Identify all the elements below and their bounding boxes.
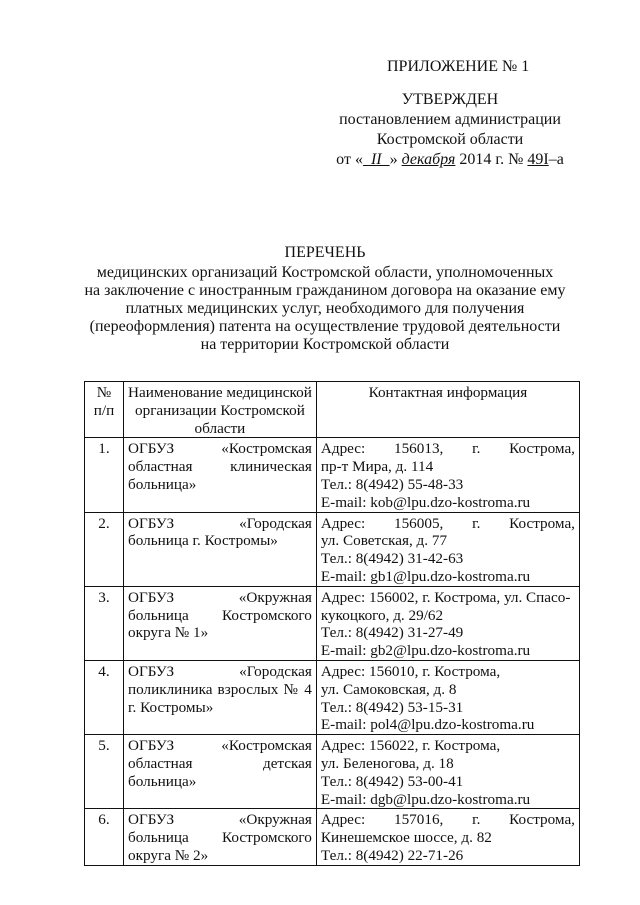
decree-number: 49I [527, 151, 549, 168]
header-contact: Контактная информация [316, 382, 579, 438]
address-line-1: Адрес: 156005, г. Кострома, [320, 514, 575, 532]
header-organization-line-1: Наименование медицинской [128, 384, 312, 401]
table-row [85, 586, 580, 660]
row-number: 4. [85, 660, 124, 734]
phone: Тел.: 8(4942) 22-71-26 [320, 846, 464, 864]
title-line-1: медицинских организаций Костромской области, уполномоченных [96, 264, 554, 281]
approved-title: УТВЕРЖДЕН [401, 91, 499, 108]
approval-date-line [325, 150, 575, 170]
phone: Тел.: 8(4942) 31-42-63 [320, 550, 464, 568]
email: E-mail: kob@lpu.dzo-kostroma.ru [320, 493, 531, 511]
address-line-1: Адрес: 156022, г. Кострома, [320, 737, 501, 755]
date-mid: » [389, 151, 402, 168]
title-line-3: платных медицинских услуг, необходимого для получения [125, 300, 525, 317]
organization-name: ОГБУЗ «Окружная больница Костромского округа № 2» [124, 809, 317, 865]
header-organization [124, 382, 317, 438]
contact-info [316, 586, 579, 660]
table-row [85, 660, 580, 734]
organization-name: ОГБУЗ «Костромская областная детская больница» [124, 735, 317, 809]
organization-name: ОГБУЗ «Городская больница г. Костромы» [124, 512, 317, 586]
document-title-block [80, 244, 570, 354]
approved-by-line-2: Костромской области [376, 131, 524, 148]
address-line-1: Адрес: 156002, г. Кострома, ул. Спасо- [320, 588, 571, 606]
contact-info [316, 512, 579, 586]
contact-info [316, 735, 579, 809]
date-year: 2014 г. № [455, 151, 528, 168]
organization-name: ОГБУЗ «Окружная больница Костромского округа № 1» [124, 586, 317, 660]
title-line-2: на заключение с иностранным гражданином договора на оказание ему [84, 282, 566, 299]
row-number: 5. [85, 735, 124, 809]
date-prefix: от « [336, 151, 363, 168]
address-line-2: ул. Самоковская, д. 8 [320, 680, 457, 698]
address-line-2: Кинешемское шоссе, д. 82 [320, 829, 492, 847]
address-line-2: кукоцкого, д. 29/62 [320, 606, 444, 624]
row-number: 2. [85, 512, 124, 586]
email: E-mail: gb2@lpu.dzo-kostroma.ru [320, 642, 531, 660]
organization-name: ОГБУЗ «Городская поликлиника взрослых № 4 г. Костромы» [124, 660, 317, 734]
table-header-row [85, 382, 580, 438]
email: E-mail: pol4@lpu.dzo-kostroma.ru [320, 716, 535, 734]
row-number: 6. [85, 809, 124, 865]
header-number-line-2: п/п [93, 401, 115, 419]
approval-block [325, 90, 575, 170]
address-line-1: Адрес: 156010, г. Кострома, [320, 662, 501, 680]
phone: Тел.: 8(4942) 53-00-41 [320, 772, 464, 790]
header-organization-line-2: организации Костромской [135, 401, 305, 419]
phone: Тел.: 8(4942) 55-48-33 [320, 475, 464, 493]
date-month: декабря [401, 151, 456, 168]
organizations-table [84, 381, 580, 866]
header-organization-line-3: области [194, 419, 246, 437]
email: E-mail: gb1@lpu.dzo-kostroma.ru [320, 567, 531, 585]
header-number [85, 382, 124, 438]
table-row [85, 438, 580, 512]
decree-suffix: –а [548, 151, 564, 168]
address-line-1: Адрес: 157016, г. Кострома, [320, 811, 575, 829]
contact-info [316, 660, 579, 734]
table-row [85, 512, 580, 586]
document-heading: ПЕРЕЧЕНЬ [284, 244, 366, 261]
title-line-5: на территории Костромской области [200, 336, 450, 353]
approved-by-line-1: постановлением администрации [339, 111, 561, 128]
appendix-label: ПРИЛОЖЕНИЕ № 1 [387, 58, 530, 75]
table-row [85, 735, 580, 809]
address-line-2: ул. Советская, д. 77 [320, 532, 448, 550]
organization-name: ОГБУЗ «Костромская областная клиническая больница» [124, 438, 317, 512]
contact-info [316, 438, 579, 512]
address-line-2: ул. Беленогова, д. 18 [320, 754, 454, 772]
table-row [85, 809, 580, 865]
address-line-2: пр-т Мира, д. 114 [320, 458, 434, 476]
row-number: 1. [85, 438, 124, 512]
contact-info [316, 809, 579, 865]
row-number: 3. [85, 586, 124, 660]
phone: Тел.: 8(4942) 53-15-31 [320, 698, 464, 716]
phone: Тел.: 8(4942) 31-27-49 [320, 624, 464, 642]
address-line-1: Адрес: 156013, г. Кострома, [320, 440, 575, 458]
header-number-line-1: № [96, 384, 112, 401]
date-day: II [362, 151, 390, 168]
email: E-mail: dgb@lpu.dzo-kostroma.ru [320, 790, 531, 808]
title-line-4: (переоформления) патента на осуществление трудовой деятельности [89, 318, 561, 335]
